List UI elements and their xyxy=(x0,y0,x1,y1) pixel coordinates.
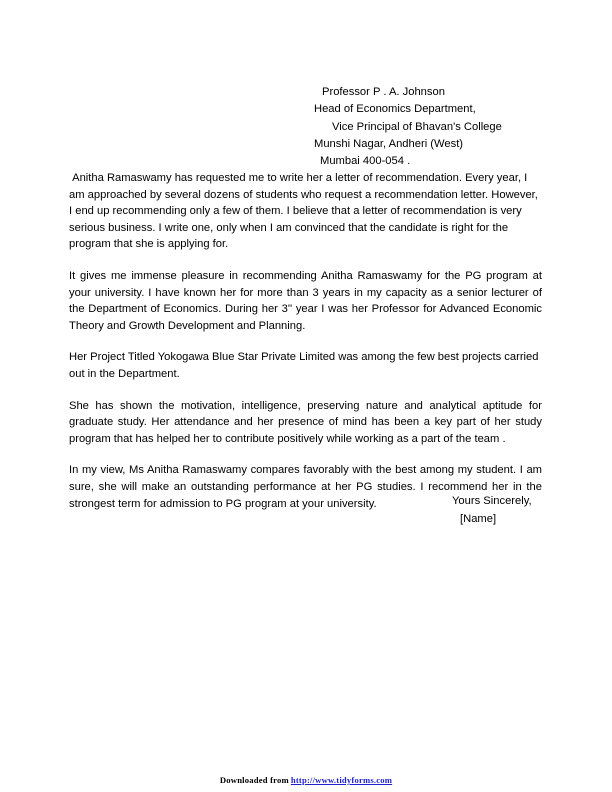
footer-source-link[interactable]: http://www.tidyforms.com xyxy=(290,775,393,785)
closing-block xyxy=(300,493,550,528)
signature-placeholder: [Name] xyxy=(460,512,497,525)
letter-paragraph-5: In my view, Ms Anitha Ramaswamy compares favorably with the best among my student. I am sure, she will make an outstanding performance at her PG studies. I recommend her in the strongest term for admission to PG program at your university. xyxy=(69,464,546,510)
letter-paragraph-4: She has shown the motivation, intelligence, preserving nature and analytical aptitude for graduate study. Her attendance and her presence of mind has been a key part of her study program that has helped her to contribute positively while working as a part of the team . xyxy=(69,399,546,445)
letter-paragraph-2: It gives me immense pleasure in recommending Anitha Ramaswamy for the PG program at your university. I have known her for more than 3 years in my capacity as a senior lecturer of the Department of Economics. During her 3'' year I was her Professor for Advanced Economic Theory and Growth Development and Planning. xyxy=(69,269,546,332)
recipient-role: Vice Principal of Bhavan's College xyxy=(332,120,502,133)
recipient-name: Professor P . A. Johnson xyxy=(322,86,445,98)
letter-paragraph-3: Her Project Titled Yokogawa Blue Star Private Limited was among the few best projects carried out in the Department. xyxy=(69,351,542,380)
footer-label: Downloaded from xyxy=(219,775,289,785)
recipient-title: Head of Economics Department, xyxy=(314,103,476,116)
letter-body xyxy=(69,170,546,527)
recipient-city: Mumbai 400-054 . xyxy=(320,155,411,168)
page-footer xyxy=(0,775,612,785)
letter-paragraph-1: Anitha Ramaswamy has requested me to write her a letter of recommendation. Every year, I am approached by several dozens of students who request a recommendation letter. However, I end up recommending only a few of them. I believe that a letter of recommendation is very serious business. I write one, only when I am convinced that the candidate is right for the program that she is applying for. xyxy=(69,172,542,251)
recipient-street: Munshi Nagar, Andheri (West) xyxy=(314,137,464,150)
recipient-address-block xyxy=(300,84,550,170)
closing-salutation: Yours Sincerely, xyxy=(452,495,532,507)
